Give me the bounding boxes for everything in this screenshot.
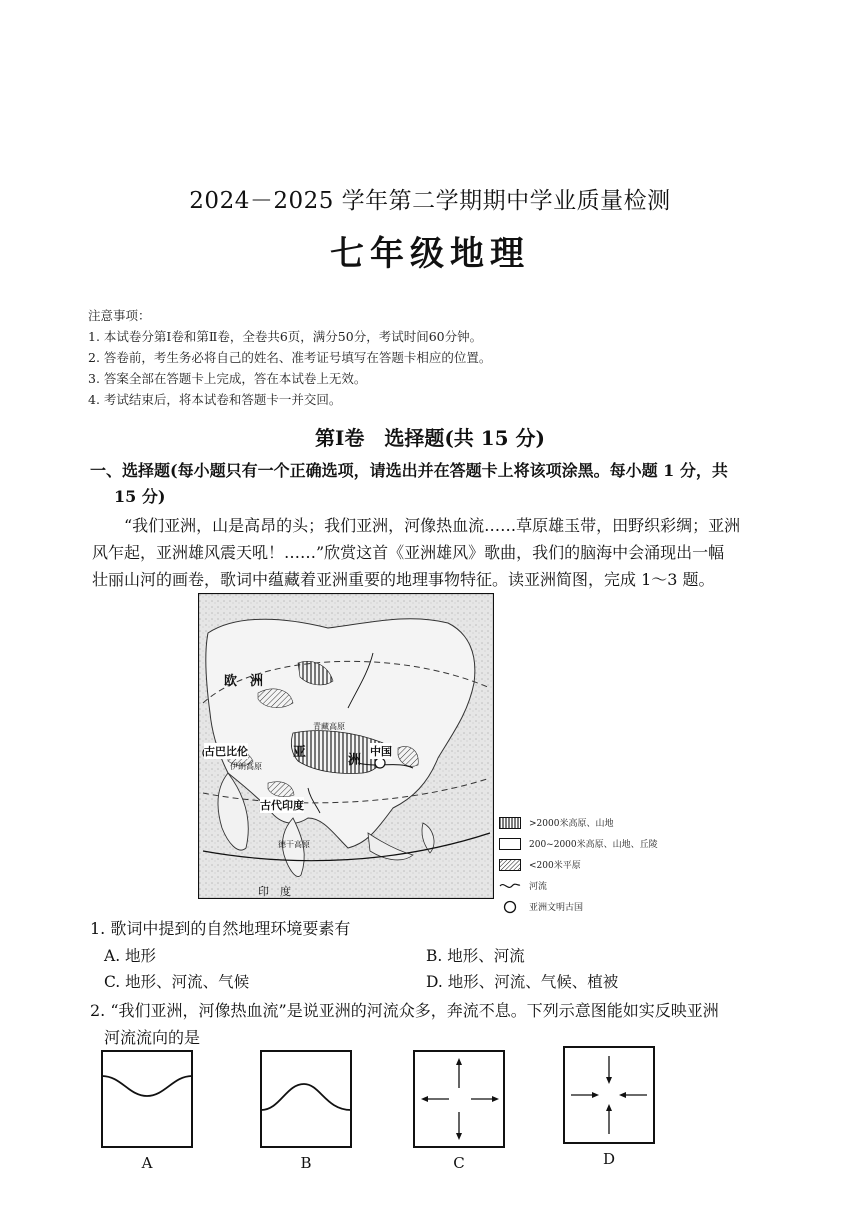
notice-heading: 注意事项： <box>88 308 151 323</box>
map-label-babylon: 古巴比伦 <box>204 745 248 758</box>
legend-label: <200米平原 <box>529 861 581 871</box>
notice-item: 2. 答卷前，考生务必将自己的姓名、准考证号填写在答题卡相应的位置。 <box>88 350 492 365</box>
asia-map <box>198 593 494 899</box>
diagram-c[interactable] <box>413 1050 505 1148</box>
notice-block <box>88 305 491 410</box>
exam-title: 2024－2025 学年第二学期期中学业质量检测 <box>189 188 671 214</box>
diagram-label-d: D <box>602 1150 616 1168</box>
legend-label: 200~2000米高原、山地、丘陵 <box>529 840 658 850</box>
question-1-option-a[interactable]: A. 地形 <box>104 947 157 965</box>
legend-item <box>499 896 658 917</box>
notice-item: 1. 本试卷分第Ⅰ卷和第Ⅱ卷，全卷共6页，满分50分，考试时间60分钟。 <box>88 329 483 344</box>
question-2-stem-cont: 河流流向的是 <box>104 1028 201 1047</box>
diagram-d[interactable] <box>563 1046 655 1144</box>
empty-box-icon <box>499 838 521 850</box>
legend-label: 河流 <box>529 882 548 892</box>
section-title: 第Ⅰ卷 选择题(共 15 分) <box>314 426 546 450</box>
legend-label: 亚洲文明古国 <box>529 903 584 913</box>
map-label-ancient-india: 古代印度 <box>260 799 304 812</box>
diagram-label-a: A <box>141 1154 153 1172</box>
diagram-b[interactable] <box>260 1050 352 1148</box>
diagram-label-c: C <box>453 1154 465 1172</box>
circle-icon <box>499 901 521 913</box>
question-1-stem: 1. 歌词中提到的自然地理环境要素有 <box>90 919 351 938</box>
question-2-stem: 2. “我们亚洲，河像热血流”是说亚洲的河流众多，奔流不息。下列示意图能如实反映亚洲 <box>90 1001 719 1020</box>
passage-line: “我们亚洲，山是高昂的头；我们亚洲，河像热血流……草原雄玉带，田野织彩绸；亚洲 <box>124 516 741 535</box>
section-instruction-cont: 15 分) <box>114 487 166 506</box>
question-1-option-d[interactable]: D. 地形、河流、气候、植被 <box>426 973 619 991</box>
map-label-china: 中国 <box>370 745 392 758</box>
map-label-plateau: 德干高原 <box>278 840 310 849</box>
map-label-asia: 洲 <box>348 753 362 768</box>
diagram-a[interactable] <box>101 1050 193 1148</box>
river-icon <box>499 880 521 892</box>
map-label-plateau: 伊朗高原 <box>230 762 262 771</box>
map-label-plateau: 青藏高原 <box>313 722 345 731</box>
question-1-option-b[interactable]: B. 地形、河流 <box>426 947 525 965</box>
map-legend <box>499 812 658 917</box>
map-label-europe: 欧 洲 <box>224 674 264 689</box>
legend-label: >2000米高原、山地 <box>529 819 614 829</box>
legend-item <box>499 812 658 833</box>
vertical-hatch-icon <box>499 817 521 829</box>
question-1-option-c[interactable]: C. 地形、河流、气候 <box>104 973 250 991</box>
section-instruction: 一、选择题(每小题只有一个正确选项，请选出并在答题卡上将该项涂黑。每小题 1 分，共 <box>90 461 728 480</box>
map-label-indian-ocean: 印 度 <box>258 885 291 898</box>
diagonal-hatch-icon <box>499 859 521 871</box>
legend-item <box>499 833 658 854</box>
passage-line: 风乍起，亚洲雄风震天吼！……”欣赏这首《亚洲雄风》歌曲，我们的脑海中会涌现出一幅 <box>92 543 725 562</box>
notice-item: 4. 考试结束后，将本试卷和答题卡一并交回。 <box>88 392 342 407</box>
legend-item <box>499 854 658 875</box>
notice-item: 3. 答案全部在答题卡上完成，答在本试卷上无效。 <box>88 371 367 386</box>
map-label-asia: 亚 <box>293 745 307 760</box>
diagram-label-b: B <box>300 1154 312 1172</box>
passage-line: 壮丽山河的画卷，歌词中蕴藏着亚洲重要的地理事物特征。读亚洲简图，完成 1～3 题。 <box>92 570 715 589</box>
exam-subject: 七年级地理 <box>330 234 530 274</box>
legend-item <box>499 875 658 896</box>
